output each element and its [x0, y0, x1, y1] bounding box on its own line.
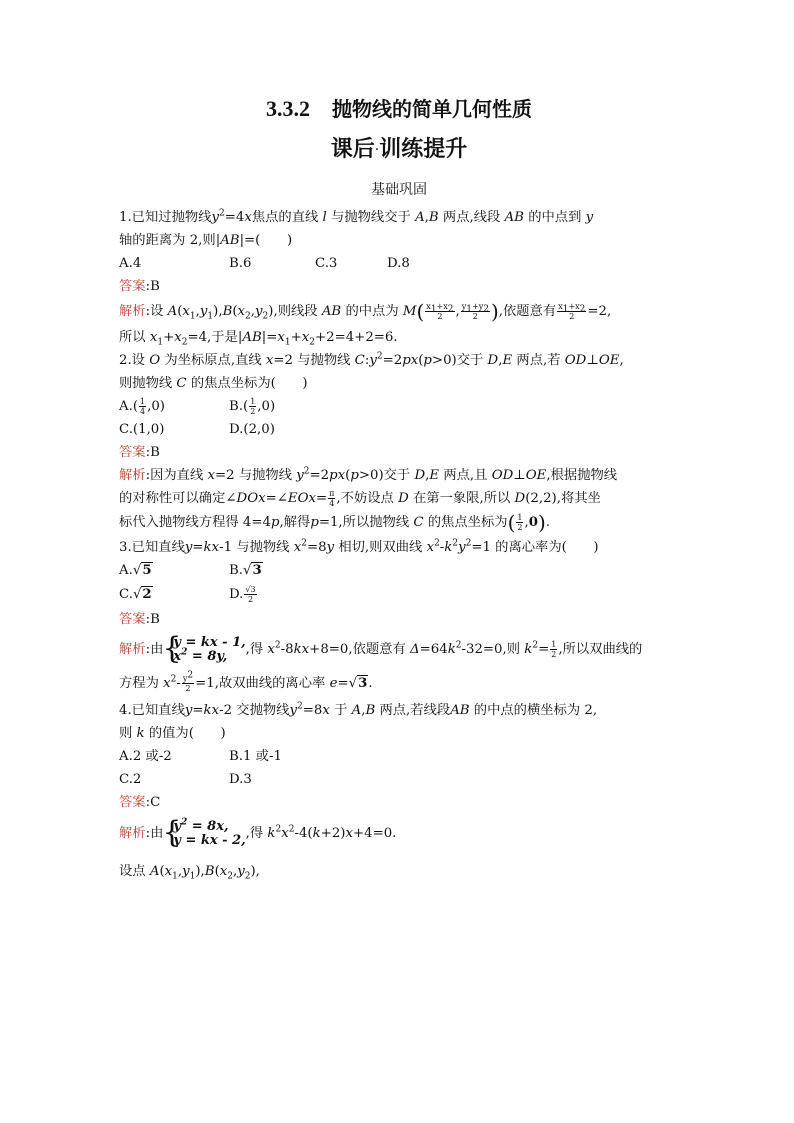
q2-answer: 答案:B [119, 445, 160, 460]
question-2 [119, 349, 679, 536]
q1-analysis-line2: 所以 $x_1+x_2=4$,于是$|AB|=x_1+x_2+2=4+2=6$. [119, 330, 398, 348]
question-3 [119, 536, 679, 699]
q1-answer: 答案:B [119, 279, 160, 294]
q2-option-a: A.( $\frac{1}{4}$ ,0) [119, 397, 165, 416]
q4-option-a: A.2 或-2 [119, 749, 172, 764]
q1-option-b: B.6 [229, 256, 252, 271]
question-4 [119, 699, 679, 883]
q3-option-b: B.√3 [229, 563, 262, 578]
q4-answer: 答案:C [119, 795, 161, 810]
q2-option-c: C.(1,0) [119, 422, 165, 437]
q1-option-d: D.8 [387, 256, 410, 271]
q4-options-row2 [119, 768, 679, 791]
q2-stem-line2: 则抛物线 C 的焦点坐标为( ) [119, 376, 308, 391]
q3-options-row2 [119, 582, 679, 608]
q4-options-row1 [119, 745, 679, 768]
q3-option-a: A.√5 [119, 563, 152, 578]
q3-answer: 答案:B [119, 612, 160, 627]
page-title [119, 96, 679, 122]
page-subtitle [119, 136, 679, 164]
q1-stem-line1: 1.已知过抛物线$y^2=4x$焦点的直线 l 与抛物线交于 A,B 两点,线段 AB 的中点到 y [119, 208, 594, 225]
q1-option-c: C.3 [315, 256, 338, 271]
q1-stem-line2: 轴的距离为 2,则|AB|=( ) [119, 233, 293, 248]
q2-stem-line1: 2.设 O 为坐标原点,直线 x=2 与抛物线 $C:y^2=2px(p>0)$交于 D,E 两点,若 OD⊥OE, [119, 351, 624, 368]
q2-analysis-line1: 解析:因为直线 x=2 与抛物线 $y^2=2px(p>0)$交于 D,E 两点,且 OD⊥OE,根据抛物线 [119, 466, 618, 483]
q2-options-row1 [119, 395, 679, 418]
subtitle-right: 训练提升 [379, 137, 468, 162]
question-1 [119, 206, 679, 349]
q2-analysis-line2: 的对称性可以确定∠DOx=∠EOx= $\frac{\pi}{4}$ ,不妨设点 D 在第一象限,所以 D(2,2),将其坐 [119, 489, 601, 508]
q1-option-a: A.4 [119, 256, 142, 271]
q3-option-d: D. $\frac{√3}{2}$ [229, 585, 256, 604]
q4-option-c: C.2 [119, 772, 142, 787]
document-page [119, 96, 679, 883]
q2-analysis-line3: 标代入抛物线方程得 4=4p,解得p=1,所以抛物线 C 的焦点坐标为( $\frac{1}{2}$ ,0). [119, 510, 551, 535]
subtitle-dot: · [374, 142, 380, 158]
subtitle-left: 课后 [330, 137, 375, 162]
q4-stem-line1: 4.已知直线y=kx-2 交抛物线$y^2=8x$ 于 A,B 两点,若线段AB 的中点的横坐标为 2, [119, 701, 598, 718]
q1-analysis-line1: 解析:设 $A(x_1,y_1),B(x_2,y_2)$,则线段 AB 的中点为 M( $\frac{x_1+x_2}{2}$ , $\frac{y_1+y_2}{2}$ ),依题意有 $\frac{x_1+x_2}{2}$ =2, [119, 299, 612, 324]
q3-option-c: C.√2 [119, 587, 152, 602]
q3-stem-line1: 3.已知直线y=kx-1 与抛物线 $x^2=8y$ 相切,则双曲线 $x^2-k^2y^2=1$ 的离心率为( ) [119, 538, 599, 555]
q4-stem-line2: 则 k 的值为( ) [119, 726, 226, 741]
q4-option-d: D.3 [229, 772, 252, 787]
q3-analysis-line2: 方程为 $x^2-$ $\frac{y^2}{2}$ =1,故双曲线的离心率 e=√3. [119, 670, 373, 693]
q4-analysis-line2: 设点 $A(x_1,y_1),B(x_2,y_2)$, [119, 864, 260, 882]
q3-analysis-line1: 解析:由{ y = kx - 1, $x^2 = 8y$, ,得 $x^2-8kx+8=0$,依题意有 $\Delta=64k^2-32=0$,则 $k^2=$ $\frac{1}{2}$ ,所以双曲线的 [119, 631, 679, 669]
q4-analysis-line1: 解析:由{ $y^2 = 8x$, y = kx - 2,,得 $k^2x^2-4(k+2)x+4=0$. [119, 814, 679, 854]
q1-options [119, 252, 679, 275]
q2-option-d: D.(2,0) [229, 422, 275, 437]
q3-options-row1 [119, 559, 679, 582]
q2-options-row2 [119, 418, 679, 441]
q2-option-b: B.( $\frac{1}{2}$ ,0) [229, 397, 276, 416]
title-text: 抛物线的简单几何性质 [332, 97, 532, 121]
title-number: 3.3.2 [266, 96, 310, 121]
section-heading: 基础巩固 [371, 182, 427, 198]
q4-option-b: B.1 或-1 [229, 749, 282, 764]
